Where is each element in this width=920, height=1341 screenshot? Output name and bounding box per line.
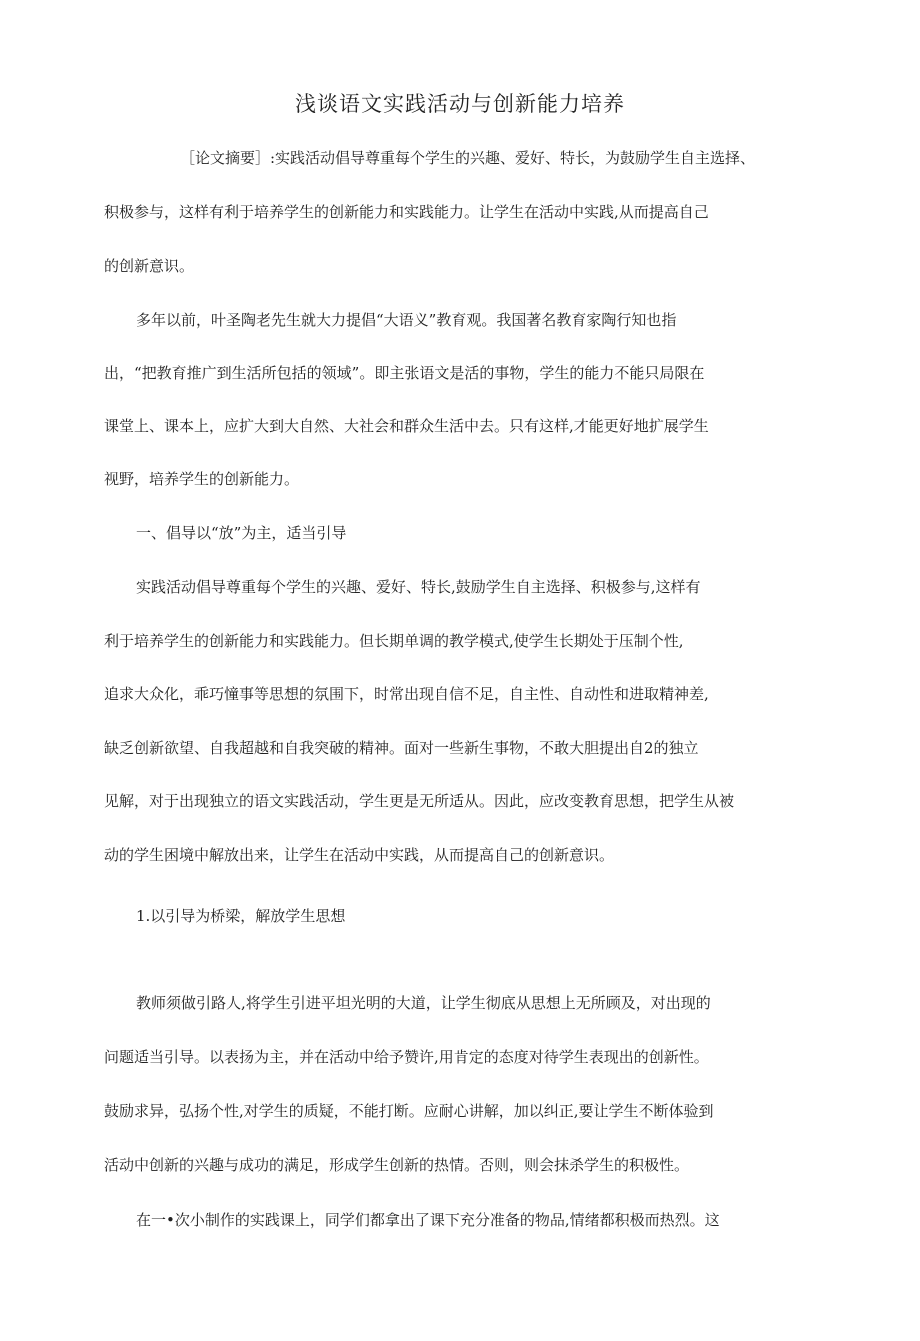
paragraph-line: 在一•次小制作的实践课上，同学们都拿出了课下充分准备的物品,情绪都积极而热烈。这 bbox=[136, 1211, 720, 1229]
paragraph-line: 出，“把教育推广到生活所包括的领域”。即主张语文是活的事物，学生的能力不能只局限在 bbox=[104, 364, 705, 382]
paragraph-line: 追求大众化，乖巧憧事等思想的氛围下，时常出现自信不足，自主性、自动性和进取精神差, bbox=[104, 685, 709, 703]
abstract-line-2: 积极参与，这样有利于培养学生的创新能力和实践能力。让学生在活动中实践,从而提高自己 bbox=[104, 203, 709, 221]
paragraph-line: 课堂上、课本上，应扩大到大自然、大社会和群众生活中去。只有这样,才能更好地扩展学生 bbox=[104, 417, 709, 435]
paragraph-line: 实践活动倡导尊重每个学生的兴趣、爱好、特长,鼓励学生自主选择、积极参与,这样有 bbox=[136, 578, 701, 596]
paragraph-line: 问题适当引导。以表扬为主，并在活动中给予赞许,用肯定的态度对待学生表现出的创新性。 bbox=[104, 1048, 709, 1066]
paragraph-line: 视野，培养学生的创新能力。 bbox=[104, 470, 300, 488]
paragraph-line: 动的学生困境中解放出来，让学生在活动中实践，从而提高自己的创新意识。 bbox=[104, 846, 615, 864]
paragraph-line: 多年以前，叶圣陶老先生就大力提倡“大语义”教育观。我国著名教育家陶行知也指 bbox=[136, 311, 677, 329]
abstract-line-3: 的创新意识。 bbox=[104, 257, 195, 275]
paragraph-line: 缺乏创新欲望、自我超越和自我突破的精神。面对一些新生事物，不敢大胆提出自2的独立 bbox=[104, 739, 699, 757]
section-heading: 一、倡导以“放”为主，适当引导 bbox=[136, 524, 347, 542]
paragraph-line: 教师须做引路人,将学生引进平坦光明的大道，让学生彻底从思想上无所顾及，对出现的 bbox=[136, 994, 711, 1012]
paragraph-line: 利于培养学生的创新能力和实践能力。但长期单调的教学模式,使学生长期处于压制个性, bbox=[104, 632, 684, 650]
subsection-heading: 1.以引导为桥梁，解放学生思想 bbox=[136, 907, 346, 925]
paragraph-line: 鼓励求异，弘扬个性,对学生的质疑，不能打断。应耐心讲解，加以纠正,要让学生不断体验到 bbox=[104, 1102, 714, 1120]
paragraph-line: 见解，对于出现独立的语文实践活动，学生更是无所适从。因此，应改变教育思想，把学生从被 bbox=[104, 792, 735, 810]
paragraph-line: 活动中创新的兴趣与成功的满足，形成学生创新的热情。否则，则会抹杀学生的积极性。 bbox=[104, 1156, 690, 1174]
abstract-line-1: ［论文摘要］:实践活动倡导尊重每个学生的兴趣、爱好、特长，为鼓励学生自主选择、 bbox=[180, 149, 756, 167]
document-title: 浅谈语文实践活动与创新能力培养 bbox=[295, 92, 625, 116]
